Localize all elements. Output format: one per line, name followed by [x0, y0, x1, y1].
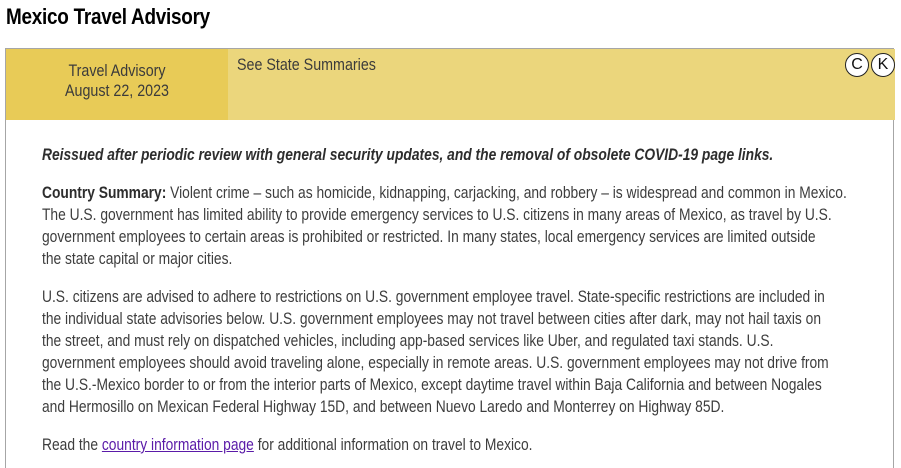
summary-line: Violent crime – such as homicide, kidnapping, carjacking, and robbery – is widespread and common in Mexico.	[166, 184, 847, 202]
see-state-summaries-link[interactable]: See State Summaries	[237, 55, 376, 74]
restrictions-line: the individual state advisories below. U.S. government employees may not travel between cities after dark, may not hail taxis on	[42, 310, 822, 328]
summary-line: government employees to certain areas is prohibited or restricted. In many states, local emergency services are limited outside	[42, 228, 816, 246]
read-suffix: for additional information on travel to Mexico.	[253, 436, 533, 454]
country-information-page-link[interactable]: country information page	[101, 436, 254, 454]
summary-line: The U.S. government has limited ability to provide emergency services to U.S. citizens in many areas of Mexico, as travel by U.S.	[42, 206, 832, 224]
restrictions-line: the U.S.-Mexico border to or from the interior parts of Mexico, except daytime travel within Baja California and between Nogales	[42, 376, 822, 394]
travel-advisory-box	[5, 48, 894, 468]
kidnapping-indicator-icon[interactable]: K	[871, 53, 895, 77]
restrictions-paragraph	[42, 286, 861, 418]
advisory-label: Travel Advisory	[68, 61, 166, 80]
summary-line: the state capital or major cities.	[42, 250, 233, 268]
restrictions-line: the street, and must rely on dispatched vehicles, including app-based services like Uber, and regulated taxi stands. U.S.	[42, 332, 774, 350]
advisory-date-panel	[6, 49, 228, 120]
country-summary-label: Country Summary:	[42, 184, 167, 202]
restrictions-line: government employees should avoid traveling alone, especially in remote areas. U.S. government employees may not drive from	[42, 354, 829, 372]
advisory-banner	[6, 49, 895, 120]
restrictions-line: and Hermosillo on Mexican Federal Highway 15D, and between Nuevo Laredo and Monterrey on Highway 85D.	[42, 398, 725, 416]
reissued-note: Reissued after periodic review with general security updates, and the removal of obsolete COVID-19 page links.	[42, 146, 774, 164]
crime-indicator-icon[interactable]: C	[845, 53, 869, 77]
advisory-date: August 22, 2023	[64, 81, 170, 100]
restrictions-line: U.S. citizens are advised to adhere to restrictions on U.S. government employee travel. State-specific restrictions are included in	[42, 288, 825, 306]
indicator-icons	[845, 53, 895, 77]
country-summary-paragraph	[42, 182, 861, 270]
read-prefix: Read the	[42, 436, 102, 454]
page-title: Mexico Travel Advisory	[6, 4, 210, 29]
